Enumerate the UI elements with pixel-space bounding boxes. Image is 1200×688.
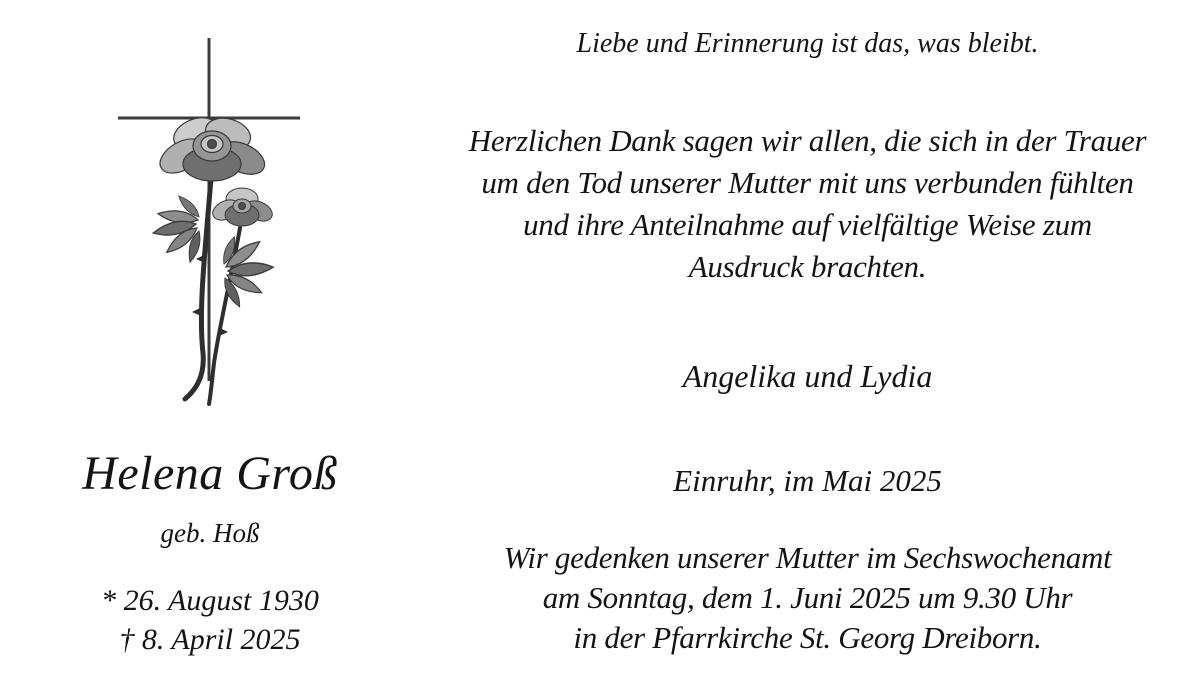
death-date: † 8. April 2025: [119, 623, 301, 656]
memorial-line: in der Pfarrkirche St. Georg Dreiborn.: [573, 620, 1042, 655]
thanks-paragraph: [435, 120, 1180, 288]
rose-icon: [153, 112, 276, 404]
deceased-maiden-name: geb. Hoß: [160, 518, 260, 548]
memorial-paragraph: [435, 538, 1180, 658]
thanks-line: um den Tod unserer Mutter mit uns verbunden fühlten: [481, 165, 1134, 200]
memorial-line: am Sonntag, dem 1. Juni 2025 um 9.30 Uhr: [542, 580, 1073, 615]
thanks-line: und ihre Anteilnahme auf vielfältige Weise zum: [523, 207, 1092, 242]
memorial-line: Wir gedenken unserer Mutter im Sechswochenamt: [503, 540, 1112, 575]
deceased-name: Helena Groß: [82, 447, 338, 500]
signature: Angelika und Lydia: [682, 358, 933, 394]
cross-and-roses-graphic: [60, 18, 400, 430]
epigraph: Liebe und Erinnerung ist das, was bleibt.: [576, 28, 1039, 59]
life-dates: [10, 581, 410, 659]
thanks-line: Herzlichen Dank sagen wir allen, die sich in der Trauer: [468, 123, 1147, 158]
place-and-date: Einruhr, im Mai 2025: [673, 463, 942, 498]
thanks-line: Ausdruck brachten.: [688, 249, 927, 284]
birth-date: * 26. August 1930: [101, 584, 319, 617]
